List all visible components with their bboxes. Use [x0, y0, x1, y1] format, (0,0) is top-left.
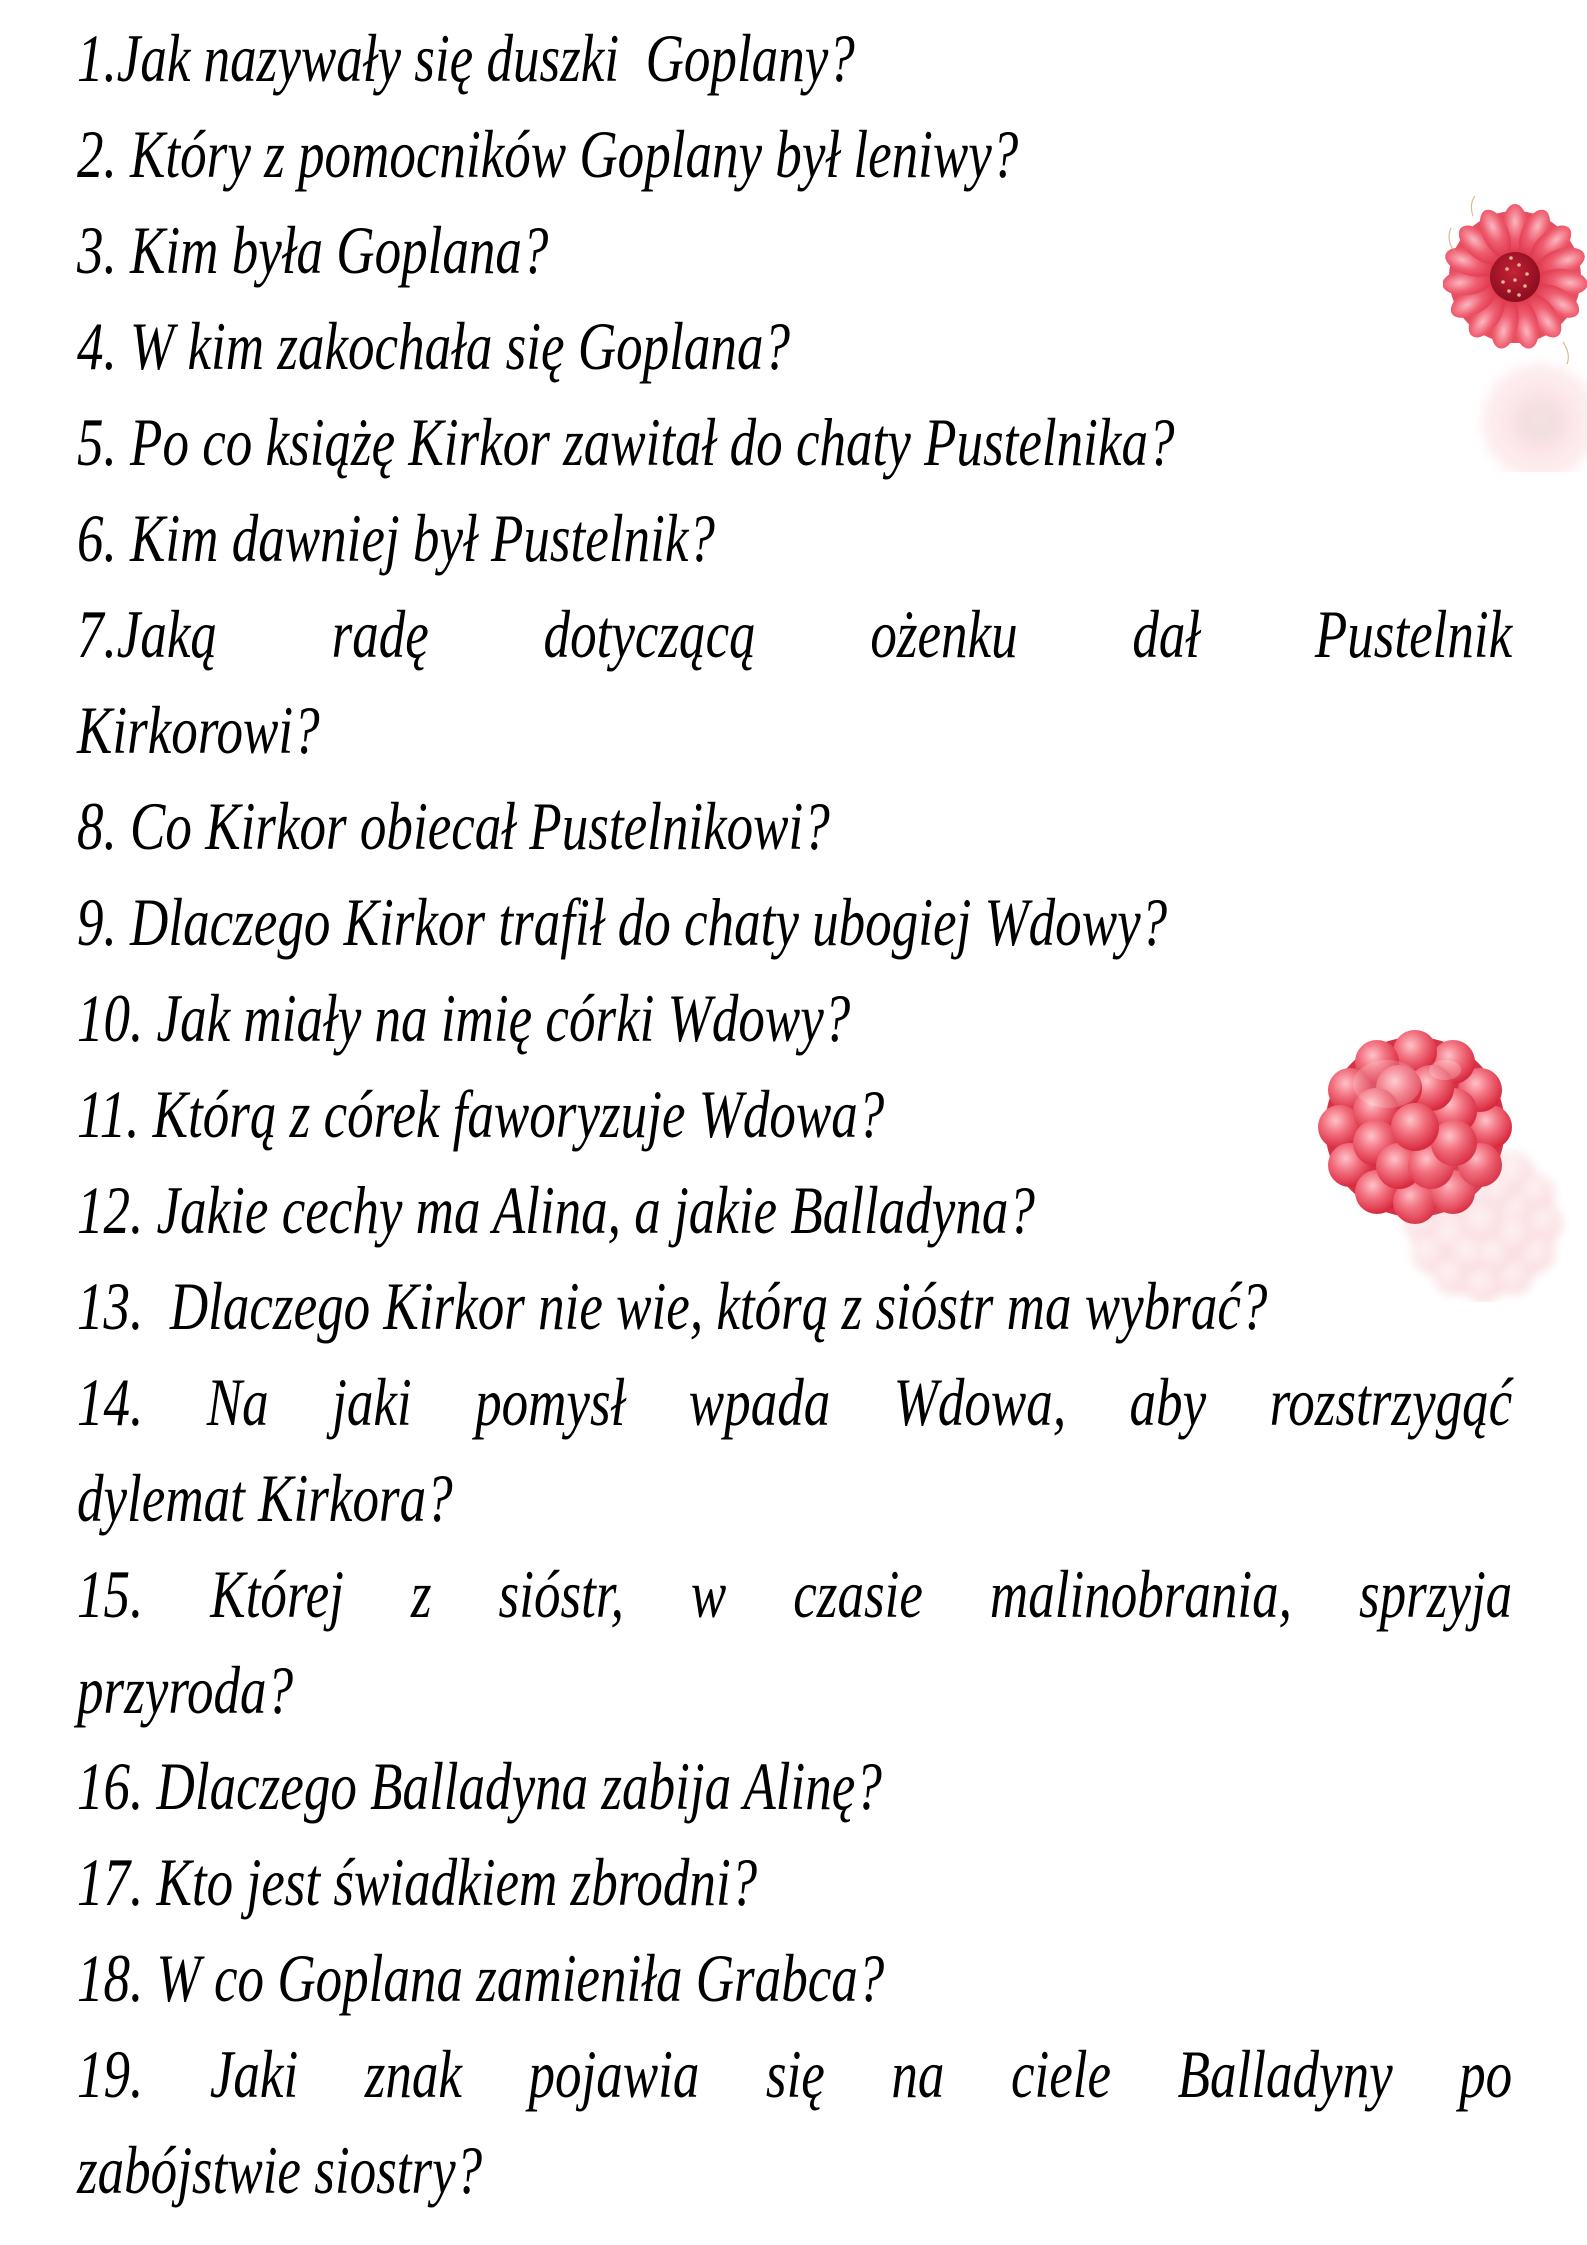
- question-line: 3. Kim była Goplana?: [77, 212, 549, 288]
- question-line: 5. Po co książę Kirkor zawitał do chaty Pustelnika?: [77, 404, 1175, 480]
- question-line: 16. Dlaczego Balladyna zabija Alinę?: [77, 1748, 882, 1824]
- question-line: 14. Na jaki pomysł wpada Wdowa, aby rozstrzygąć: [77, 1364, 1513, 1440]
- question-line: 11. Którą z córek faworyzuje Wdowa?: [77, 1076, 885, 1152]
- question-line: 9. Dlaczego Kirkor trafił do chaty ubogiej Wdowy?: [77, 884, 1168, 960]
- question-line: 19. Jaki znak pojawia się na ciele Balladyny po: [77, 2036, 1513, 2112]
- question-line: Kirkorowi?: [77, 692, 320, 768]
- question-line: 15. Której z sióstr, w czasie malinobrania, sprzyja: [77, 1556, 1513, 1632]
- question-line: 7.Jaką radę dotyczącą ożenku dał Pustelnik: [77, 596, 1513, 672]
- question-line: przyroda?: [77, 1652, 294, 1728]
- question-line: 6. Kim dawniej był Pustelnik?: [77, 500, 715, 576]
- raspberry-top-icon: [1443, 192, 1587, 472]
- question-line: 17. Kto jest świadkiem zbrodni?: [77, 1844, 758, 1920]
- question-line: 8. Co Kirkor obiecał Pustelnikowi?: [77, 788, 830, 864]
- raspberry-side-icon: [1305, 1022, 1587, 1302]
- question-line: zabójstwie siostry?: [77, 2132, 483, 2208]
- question-line: 4. W kim zakochała się Goplana?: [77, 308, 790, 384]
- question-line: 12. Jakie cechy ma Alina, a jakie Balladyna?: [77, 1172, 1035, 1248]
- question-line: 13. Dlaczego Kirkor nie wie, którą z sióstr ma wybrać?: [77, 1268, 1268, 1344]
- question-line: 2. Który z pomocników Goplany był leniwy?: [77, 116, 1019, 192]
- question-line: 10. Jak miały na imię córki Wdowy?: [77, 980, 851, 1056]
- question-line: dylemat Kirkora?: [77, 1460, 453, 1536]
- questions-list: [77, 10, 1512, 2218]
- question-line: 18. W co Goplana zamieniła Grabca?: [77, 1940, 885, 2016]
- question-line: 1.Jak nazywały się duszki Goplany?: [77, 20, 855, 96]
